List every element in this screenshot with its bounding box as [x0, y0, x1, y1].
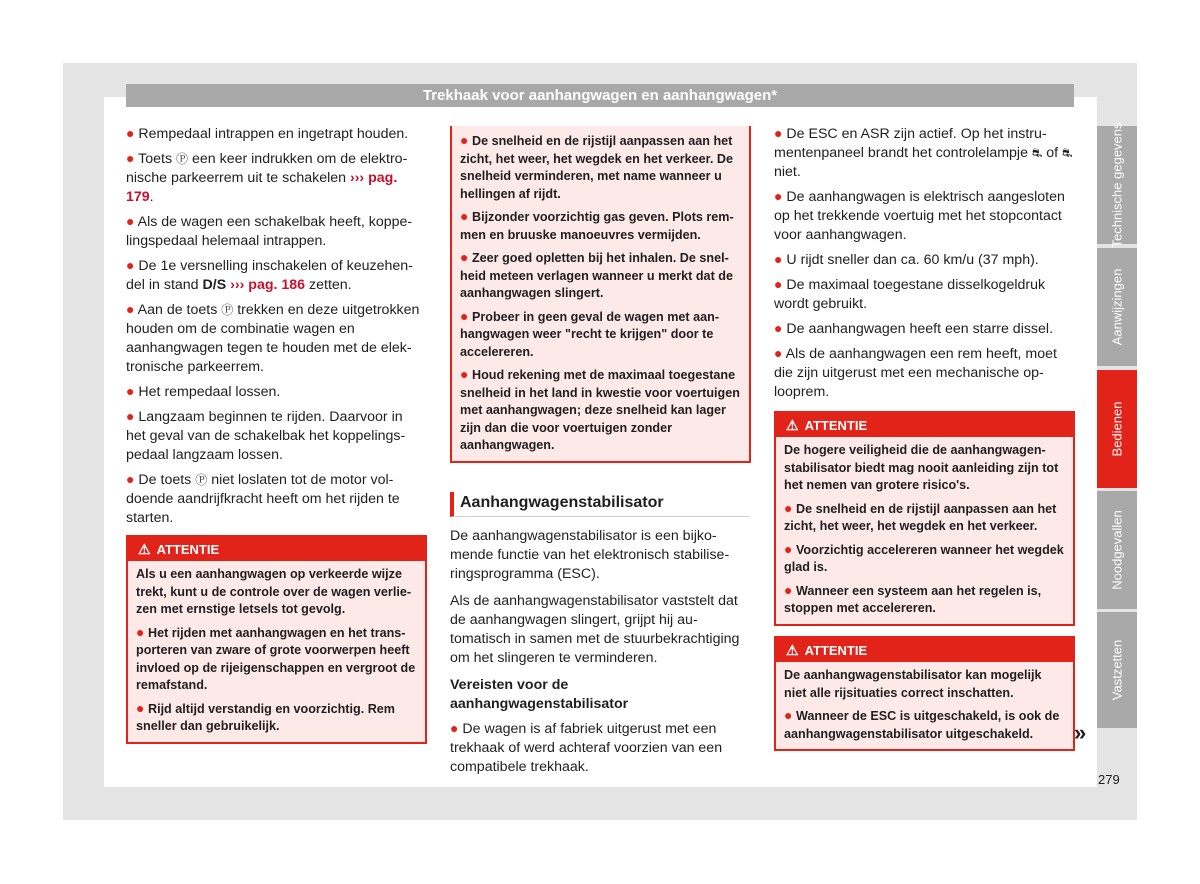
tab-bedienen[interactable]: Bedienen: [1097, 370, 1137, 488]
tab-technische-gegevens[interactable]: Technische gegevens: [1097, 126, 1137, 244]
bullet-icon: ●: [126, 408, 135, 424]
bullet-icon: ●: [126, 125, 135, 141]
bullet-icon: ●: [774, 320, 783, 336]
tab-vastzetten[interactable]: Vastzetten: [1097, 612, 1137, 728]
bullet-icon: ●: [136, 699, 145, 716]
middle-column: [450, 492, 750, 782]
gear-position: D/S: [202, 277, 227, 293]
list-item: ● Rempedaal intrappen en ingetrapt houden.: [126, 125, 409, 142]
continue-arrow-icon: »: [1074, 720, 1087, 745]
list-item: ● De wagen is af fabriek uitgerust met een trekhaak of werd achteraf voorzien van een compatibele trekhaak.: [450, 720, 723, 775]
tab-aanwijzingen[interactable]: Aanwijzingen: [1097, 248, 1137, 366]
list-item: ● De maximaal toegestane disselkogeldruk wordt gebruikt.: [774, 276, 1046, 312]
section-title-bar: Trekhaak voor aanhangwagen en aanhangwagen*: [126, 84, 1074, 107]
parking-brake-icon: Ⓟ: [221, 303, 234, 317]
warning-item: ● De snelheid en de rijstijl aanpassen aan het zicht, het weer, het wegdek en het verkeer.: [784, 499, 1057, 533]
bullet-icon: ●: [774, 276, 783, 292]
list-item: ● Langzaam beginnen te rijden. Daarvoor in het geval van de schakelbak het koppelingspedaal langzaam lossen.: [126, 408, 406, 463]
warning-item: ● Houd rekening met de maximaal toegestane snelheid in het land in kwestie voor voertuigen met aanhangwagen; deze snelheid kan lager zijn dan die voor voertuigen zonder aanhangwagen.: [460, 366, 740, 452]
bullet-icon: ●: [126, 471, 135, 487]
warning-triangle-icon: ⚠: [786, 417, 799, 433]
warning-header: ⚠ ATTENTIE: [776, 638, 1073, 662]
list-item: ● De toets Ⓟ niet loslaten tot de motor voldoende aandrijfkracht heeft om het rijden te starten.: [126, 471, 400, 526]
list-item: ● Aan de toets Ⓟ trekken en deze uitgetrokken houden om de combinatie wagen en aanhangwagen tegen te houden met de elektronische parkeerrem.: [126, 301, 420, 375]
page-link[interactable]: pag. 179: [126, 170, 398, 205]
page-number: 279: [1098, 772, 1120, 787]
warning-header: ⚠ ATTENTIE: [128, 537, 425, 561]
list-item: ● Toets Ⓟ een keer indrukken om de elektronische parkeerrem uit te schakelen ››› pag. 179.: [126, 150, 408, 205]
sub-heading: Vereisten voor de aanhangwagenstabilisator: [450, 677, 629, 712]
bullet-icon: ●: [774, 251, 783, 267]
page-link[interactable]: pag. 186: [248, 277, 306, 293]
bullet-icon: ●: [460, 132, 469, 148]
warning-text: De aanhangwagenstabilisator kan mogelijk niet alle rijsituaties correct inschatten.: [784, 668, 1042, 700]
warning-header: ⚠ ATTENTIE: [776, 413, 1073, 437]
warning-item: ● Zeer goed opletten bij het inhalen. De snelheid meteen verlagen wanneer u merkt dat de aanhangwagen slingert.: [460, 249, 733, 300]
warning-triangle-icon: ⚠: [138, 541, 151, 557]
list-item: ● Het rempedaal lossen.: [126, 383, 281, 400]
list-item: ● U rijdt sneller dan ca. 60 km/u (37 mph).: [774, 251, 1039, 268]
right-column: [774, 124, 1074, 407]
bullet-icon: ●: [460, 307, 469, 324]
bullet-icon: ●: [126, 257, 135, 273]
warning-item: ● Wanneer de ESC is uitgeschakeld, is ook de aanhangwagenstabilisator uitgeschakeld.: [784, 707, 1060, 741]
bullet-icon: ●: [126, 213, 135, 229]
bullet-icon: ●: [774, 125, 783, 141]
bullet-icon: ●: [784, 540, 793, 557]
esc-warning-lamp-icon: ⛐: [1031, 146, 1043, 160]
bullet-icon: ●: [126, 383, 135, 399]
warning-box: [774, 636, 1075, 751]
paragraph: De aanhangwagenstabilisator is een bijkomende functie van het elektronisch stabiliseringsprogramma (ESC).: [450, 528, 730, 582]
warning-item: ● Het rijden met aanhangwagen en het transporteren van zware of grote voorwerpen heeft invloed op de rijeigenschappen en vergroot de remafstand.: [136, 623, 416, 692]
warning-text: De hogere veiligheid die de aanhangwagenstabilisator biedt mag nooit aanleiding zijn tot het nemen van grotere risico's.: [784, 443, 1059, 492]
warning-box: [126, 535, 427, 744]
bullet-icon: ●: [136, 623, 145, 640]
warning-item: ● Wanneer een systeem aan het regelen is, stoppen met accelereren.: [784, 581, 1042, 615]
warning-item: ● Rijd altijd verstandig en voorzichtig. Rem sneller dan gebruikelijk.: [136, 699, 395, 733]
tab-noodgevallen[interactable]: Noodgevallen: [1097, 491, 1137, 609]
bullet-icon: ●: [450, 720, 459, 736]
warning-box-continued: [450, 126, 751, 463]
warning-triangle-icon: ⚠: [786, 642, 799, 658]
warning-item: ● Bijzonder voorzichtig gas geven. Plots remmen en bruuske manoeuvres vermijden.: [460, 208, 734, 242]
parking-brake-icon: Ⓟ: [195, 473, 208, 487]
warning-box: [774, 411, 1075, 626]
list-item: ● Als de aanhangwagen een rem heeft, moet die zijn uitgerust met een mechanische oplooprem.: [774, 345, 1057, 400]
bullet-icon: ●: [774, 345, 783, 361]
page-link-icon: ›››: [349, 170, 365, 186]
warning-item: ● Voorzichtig accelereren wanneer het wegdek glad is.: [784, 540, 1064, 574]
list-item: ● Als de wagen een schakelbak heeft, koppelingspedaal helemaal intrappen.: [126, 213, 413, 249]
bullet-icon: ●: [784, 499, 793, 516]
bullet-icon: ●: [460, 366, 469, 382]
list-item: ● De 1e versnelling inschakelen of keuzehendel in stand D/S ››› pag. 186 zetten.: [126, 257, 413, 293]
esc-off-lamp-icon: ⛐: [1062, 146, 1073, 160]
list-item: ● De aanhangwagen is elektrisch aangesloten op het trekkende voertuig met het stopcontact voor aanhangwagen.: [774, 188, 1065, 243]
warning-item: ● Probeer in geen geval de wagen met aanhangwagen weer "recht te krijgen" door te accelereren.: [460, 307, 720, 359]
bullet-icon: ●: [784, 581, 793, 598]
paragraph: Als de aanhangwagenstabilisator vaststelt dat de aanhangwagen slingert, grijpt hij automatisch in samen met de stuurbekrachtiging om het slingeren te verminderen.: [450, 593, 740, 666]
bullet-icon: ●: [460, 249, 469, 265]
page-link-icon: ›››: [230, 277, 245, 293]
parking-brake-icon: Ⓟ: [176, 152, 189, 166]
bullet-icon: ●: [774, 188, 783, 204]
bullet-icon: ●: [784, 707, 793, 723]
list-item: ● De aanhangwagen heeft een starre dissel.: [774, 320, 1054, 337]
section-heading: Aanhangwagenstabilisator: [450, 492, 750, 517]
left-column: [126, 124, 426, 533]
list-item: ● De ESC en ASR zijn actief. Op het instrumentenpaneel brandt het controlelampje ⛐ of ⛐ niet.: [774, 125, 1073, 180]
warning-item: ● De snelheid en de rijstijl aanpassen aan het zicht, het weer, het wegdek en het verkeer. De snelheid verminderen, met name wanneer u hellingen af rijdt.: [460, 132, 733, 201]
warning-text: Als u een aanhangwagen op verkeerde wijze trekt, kunt u de controle over de wagen verliezen met ernstige letsels tot gevolg.: [136, 567, 412, 616]
bullet-icon: ●: [126, 301, 135, 317]
bullet-icon: ●: [126, 150, 135, 166]
bullet-icon: ●: [460, 208, 469, 224]
